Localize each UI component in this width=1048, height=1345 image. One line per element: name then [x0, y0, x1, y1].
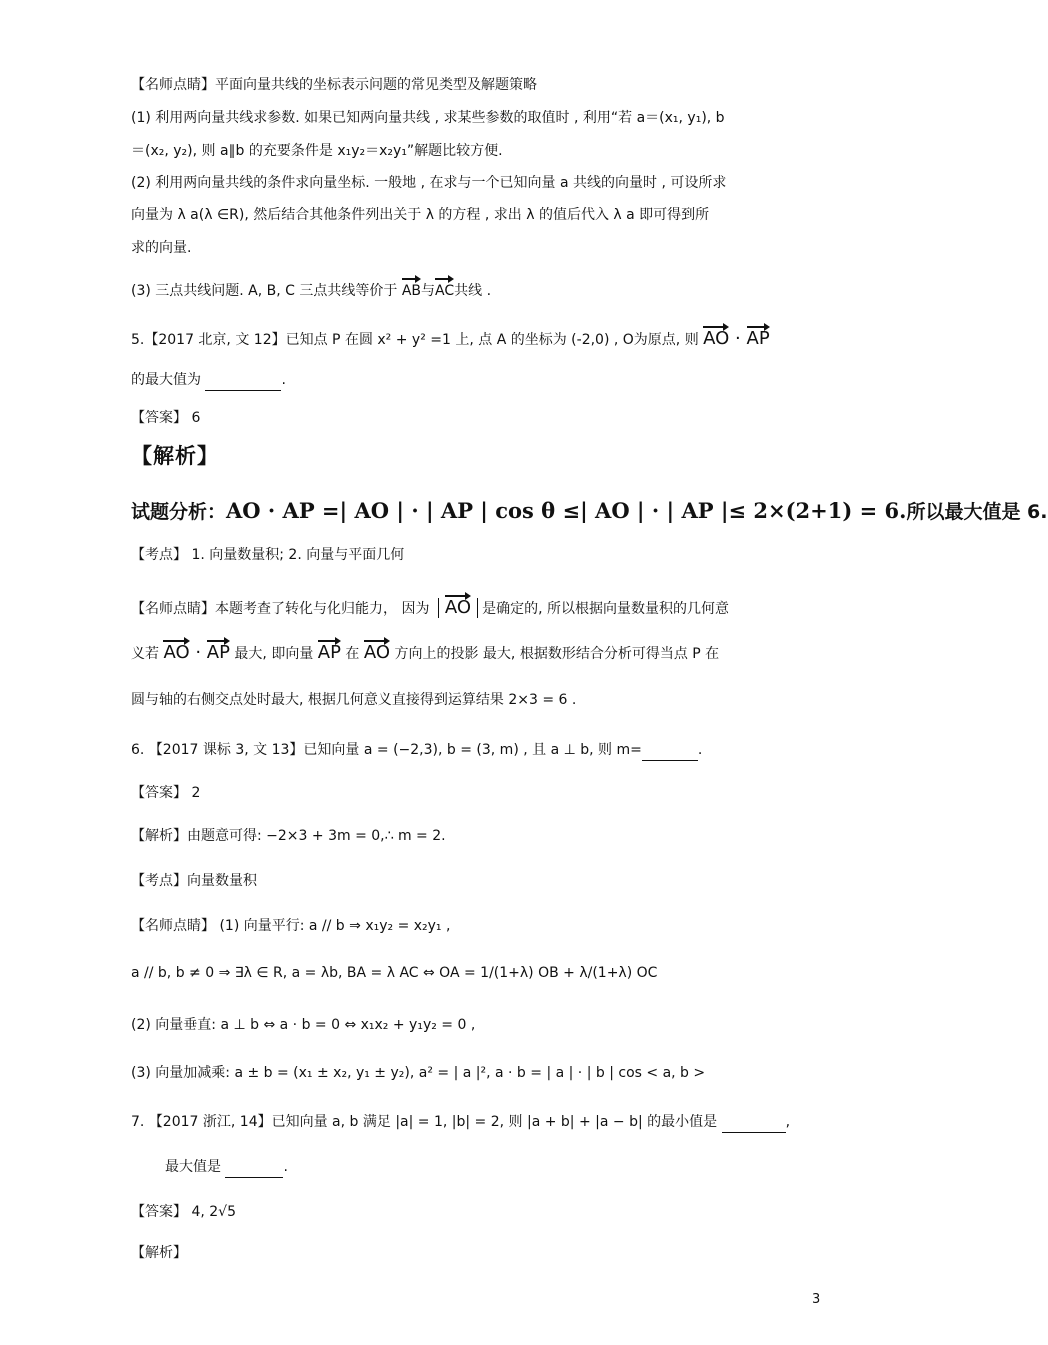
question-7-stem-cont: 最大值是 . — [165, 1157, 288, 1178]
question-6-insight-parallel: 【名师点睛】 (1) 向量平行: a // b ⇒ x₁y₂ = x₂y₁ , — [131, 918, 451, 934]
strategy-item-2-cont: 向量为 λ a(λ ∈R), 然后结合其他条件列出关于 λ 的方程 , 求出 λ 的值后代入 λ a 即可得到所 — [131, 207, 710, 223]
question-6-insight-perpendicular: (2) 向量垂直: a ⊥ b ⇔ a · b = 0 ⇔ x₁x₂ + y₁y₂ = 0 , — [131, 1017, 476, 1033]
vector-ao: AO — [444, 597, 472, 618]
question-5-insight-cont: 义若 AO · AP 最大, 即向量 AP 在 AO 方向上的投影 最大, 根据数形结合分析可得当点 P 在 — [131, 642, 720, 663]
question-7-analysis: 【解析】 — [131, 1245, 187, 1261]
question-6-answer: 【答案】 2 — [131, 785, 201, 801]
question-5-insight: 【名师点睛】本题考查了转化与化归能力， 因为 AO 是确定的, 所以根据向量数量积的几何意 — [131, 597, 729, 618]
strategy-item-2: (2) 利用两向量共线的条件求向量坐标. 一般地 , 在求与一个已知向量 a 共线的向量时 , 可设所求 — [131, 175, 727, 191]
vector-ap: AP — [206, 642, 230, 663]
question-6-analysis: 【解析】由题意可得: −2×3 + 3m = 0,∴ m = 2. — [131, 828, 446, 844]
vector-ao: AO — [703, 328, 730, 349]
question-7-stem: 7. 【2017 浙江, 14】已知向量 a, b 满足 |a| = 1, |b| = 2, 则 |a + b| + |a − b| 的最小值是 , — [131, 1112, 790, 1133]
question-7-answer: 【答案】 4, 2√5 — [131, 1204, 236, 1220]
question-5-kaodian: 【考点】 1. 向量数量积; 2. 向量与平面几何 — [131, 547, 405, 563]
vector-ao: AO — [163, 642, 190, 663]
vector-ap: AP — [746, 328, 770, 349]
answer-blank — [225, 1157, 283, 1178]
answer-blank — [722, 1112, 786, 1133]
question-5-answer: 【答案】 6 — [131, 410, 201, 426]
question-6-insight-operations: (3) 向量加减乘: a ± b = (x₁ ± x₂, y₁ ± y₂), a² = | a |², a · b = | a | · | b | cos < a, b > — [131, 1065, 706, 1081]
question-6-insight-collinear: a // b, b ≠ 0 ⇒ ∃λ ∈ R, a = λb, BA = λ AC ⇔ OA = 1/(1+λ) OB + λ/(1+λ) OC — [131, 965, 658, 981]
question-5-stem-cont: 的最大值为 . — [131, 370, 286, 391]
vector-ab: AB — [401, 283, 422, 299]
strategy-item-3: (3) 三点共线问题. A, B, C 三点共线等价于 AB与AC共线 . — [131, 283, 492, 299]
vector-ap: AP — [317, 642, 341, 663]
page-number: 3 — [812, 1292, 821, 1307]
analysis-heading: 【解析】 — [131, 444, 219, 468]
question-5-insight-end: 圆与轴的右侧交点处时最大, 根据几何意义直接得到运算结果 2×3 = 6 . — [131, 692, 577, 708]
vector-ao: AO — [363, 642, 391, 663]
answer-blank — [642, 740, 698, 761]
strategy-item-1: (1) 利用两向量共线求参数. 如果已知两向量共线 , 求某些参数的取值时 , 利用“若 a＝(x₁, y₁), b — [131, 110, 725, 126]
question-6-kaodian: 【考点】向量数量积 — [131, 873, 257, 889]
strategy-item-2-end: 求的向量. — [131, 240, 192, 256]
strategy-title: 【名师点睛】平面向量共线的坐标表示问题的常见类型及解题策略 — [131, 77, 537, 93]
analysis-formula: 试题分析：AO · AP =| AO | · | AP | cos θ ≤| AO | · | AP |≤ 2×(2+1) = 6.所以最大值是 6. — [131, 498, 1048, 523]
question-6-stem: 6. 【2017 课标 3, 文 13】已知向量 a = (−2,3), b = (3, m) , 且 a ⊥ b, 则 m= . — [131, 740, 702, 761]
vector-ac: AC — [435, 283, 455, 299]
question-5-stem: 5.【2017 北京, 文 12】已知点 P 在圆 x² + y² =1 上, 点 A 的坐标为 (-2,0) , O为原点, 则 AO · AP — [131, 328, 770, 349]
strategy-item-1-cont: ＝(x₂, y₂), 则 a∥b 的充要条件是 x₁y₂＝x₂y₁”解题比较方便. — [131, 143, 503, 159]
answer-blank — [205, 370, 281, 391]
